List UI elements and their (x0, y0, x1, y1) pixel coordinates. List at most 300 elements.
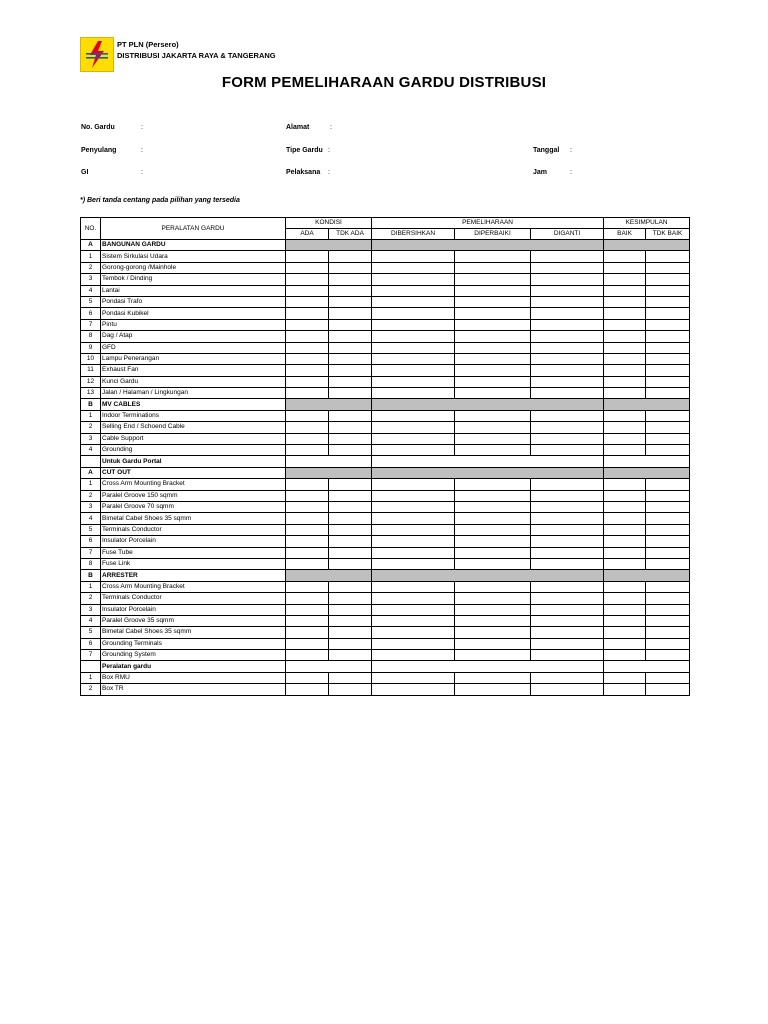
dibersihkan-cell[interactable] (372, 684, 455, 695)
pemeliharaan-cell[interactable] (372, 399, 604, 410)
ada-cell[interactable] (286, 433, 329, 444)
company-line-2: DISTRIBUSI JAKARTA RAYA & TANGERANG (117, 51, 276, 60)
diganti-cell[interactable] (531, 490, 604, 501)
row-label: Pondasi Kubikel (101, 308, 286, 319)
kondisi-cell[interactable] (286, 240, 372, 251)
tdk-baik-cell[interactable] (646, 342, 690, 353)
tdk-baik-cell[interactable] (646, 604, 690, 615)
diperbaiki-cell[interactable] (455, 296, 531, 307)
tdk-baik-cell[interactable] (646, 536, 690, 547)
diganti-cell[interactable] (531, 593, 604, 604)
baik-cell[interactable] (604, 524, 646, 535)
diperbaiki-cell[interactable] (455, 433, 531, 444)
ada-cell[interactable] (286, 319, 329, 330)
diperbaiki-cell[interactable] (455, 274, 531, 285)
baik-cell[interactable] (604, 365, 646, 376)
ada-cell[interactable] (286, 422, 329, 433)
dibersihkan-cell[interactable] (372, 547, 455, 558)
tdk-ada-cell[interactable] (329, 353, 372, 364)
diganti-cell[interactable] (531, 376, 604, 387)
tdk-baik-cell[interactable] (646, 593, 690, 604)
dibersihkan-cell[interactable] (372, 490, 455, 501)
diganti-cell[interactable] (531, 547, 604, 558)
baik-cell[interactable] (604, 376, 646, 387)
dibersihkan-cell[interactable] (372, 615, 455, 626)
pemeliharaan-cell[interactable] (372, 661, 604, 672)
diganti-cell[interactable] (531, 262, 604, 273)
dibersihkan-cell[interactable] (372, 445, 455, 456)
baik-cell[interactable] (604, 296, 646, 307)
tdk-baik-cell[interactable] (646, 638, 690, 649)
diperbaiki-cell[interactable] (455, 308, 531, 319)
ada-cell[interactable] (286, 262, 329, 273)
kesimpulan-cell[interactable] (604, 570, 690, 581)
baik-cell[interactable] (604, 684, 646, 695)
tdk-baik-cell[interactable] (646, 262, 690, 273)
ada-cell[interactable] (286, 524, 329, 535)
ada-cell[interactable] (286, 627, 329, 638)
baik-cell[interactable] (604, 422, 646, 433)
diganti-cell[interactable] (531, 365, 604, 376)
diperbaiki-cell[interactable] (455, 524, 531, 535)
baik-cell[interactable] (604, 615, 646, 626)
diperbaiki-cell[interactable] (455, 593, 531, 604)
dibersihkan-cell[interactable] (372, 353, 455, 364)
diganti-cell[interactable] (531, 319, 604, 330)
dibersihkan-cell[interactable] (372, 501, 455, 512)
diganti-cell[interactable] (531, 615, 604, 626)
tdk-baik-cell[interactable] (646, 274, 690, 285)
baik-cell[interactable] (604, 501, 646, 512)
tdk-baik-cell[interactable] (646, 388, 690, 399)
diganti-cell[interactable] (531, 627, 604, 638)
baik-cell[interactable] (604, 513, 646, 524)
tdk-ada-cell[interactable] (329, 296, 372, 307)
diperbaiki-cell[interactable] (455, 422, 531, 433)
field-label: Penyulang (81, 147, 117, 154)
diganti-cell[interactable] (531, 524, 604, 535)
dibersihkan-cell[interactable] (372, 593, 455, 604)
kondisi-cell[interactable] (286, 467, 372, 478)
baik-cell[interactable] (604, 638, 646, 649)
pemeliharaan-cell[interactable] (372, 456, 604, 467)
ada-cell[interactable] (286, 410, 329, 421)
dibersihkan-cell[interactable] (372, 376, 455, 387)
dibersihkan-cell[interactable] (372, 410, 455, 421)
diganti-cell[interactable] (531, 353, 604, 364)
kondisi-cell[interactable] (286, 456, 372, 467)
tdk-ada-cell[interactable] (329, 285, 372, 296)
diganti-cell[interactable] (531, 331, 604, 342)
tdk-ada-cell[interactable] (329, 672, 372, 683)
diperbaiki-cell[interactable] (455, 331, 531, 342)
tdk-baik-cell[interactable] (646, 376, 690, 387)
tdk-ada-cell[interactable] (329, 308, 372, 319)
diganti-cell[interactable] (531, 638, 604, 649)
row-label: Indoor Terminations (101, 410, 286, 421)
dibersihkan-cell[interactable] (372, 365, 455, 376)
diganti-cell[interactable] (531, 410, 604, 421)
diperbaiki-cell[interactable] (455, 285, 531, 296)
ada-cell[interactable] (286, 274, 329, 285)
ada-cell[interactable] (286, 445, 329, 456)
tdk-baik-cell[interactable] (646, 479, 690, 490)
dibersihkan-cell[interactable] (372, 536, 455, 547)
field-no-gardu: No. Gardu : (81, 124, 143, 131)
ada-cell[interactable] (286, 285, 329, 296)
tdk-baik-cell[interactable] (646, 308, 690, 319)
kesimpulan-cell[interactable] (604, 456, 690, 467)
table-row (81, 593, 690, 604)
tdk-baik-cell[interactable] (646, 650, 690, 661)
table-row (81, 672, 690, 683)
dibersihkan-cell[interactable] (372, 604, 455, 615)
diganti-cell[interactable] (531, 684, 604, 695)
row-label: Jalan / Halaman / Lingkungan (101, 388, 286, 399)
dibersihkan-cell[interactable] (372, 524, 455, 535)
dibersihkan-cell[interactable] (372, 308, 455, 319)
dibersihkan-cell[interactable] (372, 433, 455, 444)
tdk-ada-cell[interactable] (329, 524, 372, 535)
diganti-cell[interactable] (531, 274, 604, 285)
tdk-baik-cell[interactable] (646, 524, 690, 535)
dibersihkan-cell[interactable] (372, 422, 455, 433)
tdk-ada-cell[interactable] (329, 627, 372, 638)
tdk-ada-cell[interactable] (329, 251, 372, 262)
row-label: Insulator Porcelain (101, 604, 286, 615)
pemeliharaan-cell[interactable] (372, 467, 604, 478)
table-row (81, 365, 690, 376)
field-pelaksana: Pelaksana : (286, 169, 330, 176)
tdk-ada-cell[interactable] (329, 479, 372, 490)
baik-cell[interactable] (604, 490, 646, 501)
diperbaiki-cell[interactable] (455, 388, 531, 399)
kesimpulan-cell[interactable] (604, 399, 690, 410)
diganti-cell[interactable] (531, 536, 604, 547)
tdk-ada-cell[interactable] (329, 547, 372, 558)
diganti-cell[interactable] (531, 388, 604, 399)
tdk-ada-cell[interactable] (329, 501, 372, 512)
dibersihkan-cell[interactable] (372, 285, 455, 296)
table-row (81, 513, 690, 524)
row-number: 2 (81, 593, 101, 604)
diperbaiki-cell[interactable] (455, 251, 531, 262)
diperbaiki-cell[interactable] (455, 513, 531, 524)
tdk-baik-cell[interactable] (646, 285, 690, 296)
ada-cell[interactable] (286, 672, 329, 683)
tdk-ada-cell[interactable] (329, 650, 372, 661)
diganti-cell[interactable] (531, 251, 604, 262)
field-label: Alamat (286, 124, 310, 131)
pemeliharaan-cell[interactable] (372, 570, 604, 581)
baik-cell[interactable] (604, 342, 646, 353)
section-row (81, 570, 690, 581)
ada-cell[interactable] (286, 490, 329, 501)
diperbaiki-cell[interactable] (455, 501, 531, 512)
baik-cell[interactable] (604, 433, 646, 444)
baik-cell[interactable] (604, 353, 646, 364)
diganti-cell[interactable] (531, 501, 604, 512)
diperbaiki-cell[interactable] (455, 581, 531, 592)
diganti-cell[interactable] (531, 445, 604, 456)
dibersihkan-cell[interactable] (372, 672, 455, 683)
row-number: 2 (81, 684, 101, 695)
tdk-baik-cell[interactable] (646, 615, 690, 626)
tdk-ada-cell[interactable] (329, 331, 372, 342)
tdk-ada-cell[interactable] (329, 536, 372, 547)
tdk-baik-cell[interactable] (646, 433, 690, 444)
diperbaiki-cell[interactable] (455, 319, 531, 330)
diperbaiki-cell[interactable] (455, 627, 531, 638)
dibersihkan-cell[interactable] (372, 331, 455, 342)
ada-cell[interactable] (286, 536, 329, 547)
row-number: 1 (81, 410, 101, 421)
baik-cell[interactable] (604, 274, 646, 285)
diganti-cell[interactable] (531, 558, 604, 569)
kesimpulan-cell[interactable] (604, 240, 690, 251)
table-body (81, 240, 690, 696)
ada-cell[interactable] (286, 501, 329, 512)
tdk-ada-cell[interactable] (329, 513, 372, 524)
ada-cell[interactable] (286, 331, 329, 342)
ada-cell[interactable] (286, 479, 329, 490)
baik-cell[interactable] (604, 536, 646, 547)
ada-cell[interactable] (286, 638, 329, 649)
baik-cell[interactable] (604, 445, 646, 456)
tdk-baik-cell[interactable] (646, 558, 690, 569)
ada-cell[interactable] (286, 342, 329, 353)
tdk-ada-cell[interactable] (329, 558, 372, 569)
baik-cell[interactable] (604, 558, 646, 569)
ada-cell[interactable] (286, 604, 329, 615)
baik-cell[interactable] (604, 581, 646, 592)
kondisi-cell[interactable] (286, 570, 372, 581)
field-penyulang: Penyulang : (81, 147, 143, 154)
dibersihkan-cell[interactable] (372, 342, 455, 353)
kesimpulan-cell[interactable] (604, 661, 690, 672)
dibersihkan-cell[interactable] (372, 251, 455, 262)
header-kesimpulan: KESIMPULAN (604, 218, 690, 229)
diperbaiki-cell[interactable] (455, 353, 531, 364)
ada-cell[interactable] (286, 547, 329, 558)
tdk-ada-cell[interactable] (329, 615, 372, 626)
dibersihkan-cell[interactable] (372, 388, 455, 399)
diperbaiki-cell[interactable] (455, 615, 531, 626)
dibersihkan-cell[interactable] (372, 638, 455, 649)
diganti-cell[interactable] (531, 672, 604, 683)
tdk-baik-cell[interactable] (646, 365, 690, 376)
ada-cell[interactable] (286, 615, 329, 626)
table-row (81, 422, 690, 433)
diperbaiki-cell[interactable] (455, 342, 531, 353)
ada-cell[interactable] (286, 558, 329, 569)
tdk-baik-cell[interactable] (646, 490, 690, 501)
tdk-baik-cell[interactable] (646, 513, 690, 524)
tdk-baik-cell[interactable] (646, 672, 690, 683)
row-number: 6 (81, 638, 101, 649)
tdk-baik-cell[interactable] (646, 319, 690, 330)
tdk-baik-cell[interactable] (646, 331, 690, 342)
company-line-1: PT PLN (Persero) (117, 40, 179, 49)
row-number: 1 (81, 479, 101, 490)
dibersihkan-cell[interactable] (372, 262, 455, 273)
dibersihkan-cell[interactable] (372, 479, 455, 490)
row-label: Terminals Conductor (101, 524, 286, 535)
dibersihkan-cell[interactable] (372, 650, 455, 661)
baik-cell[interactable] (604, 547, 646, 558)
tdk-baik-cell[interactable] (646, 627, 690, 638)
kesimpulan-cell[interactable] (604, 467, 690, 478)
diganti-cell[interactable] (531, 650, 604, 661)
ada-cell[interactable] (286, 308, 329, 319)
diganti-cell[interactable] (531, 342, 604, 353)
dibersihkan-cell[interactable] (372, 296, 455, 307)
baik-cell[interactable] (604, 251, 646, 262)
diganti-cell[interactable] (531, 433, 604, 444)
table-row (81, 684, 690, 695)
diperbaiki-cell[interactable] (455, 536, 531, 547)
row-label: Box RMU (101, 672, 286, 683)
tdk-baik-cell[interactable] (646, 296, 690, 307)
baik-cell[interactable] (604, 593, 646, 604)
diganti-cell[interactable] (531, 513, 604, 524)
ada-cell[interactable] (286, 376, 329, 387)
row-label: Selling End / Schoend Cable (101, 422, 286, 433)
tdk-ada-cell[interactable] (329, 593, 372, 604)
row-number: 6 (81, 308, 101, 319)
ada-cell[interactable] (286, 593, 329, 604)
diperbaiki-cell[interactable] (455, 558, 531, 569)
dibersihkan-cell[interactable] (372, 558, 455, 569)
tdk-baik-cell[interactable] (646, 684, 690, 695)
tdk-baik-cell[interactable] (646, 501, 690, 512)
baik-cell[interactable] (604, 331, 646, 342)
dibersihkan-cell[interactable] (372, 319, 455, 330)
tdk-ada-cell[interactable] (329, 445, 372, 456)
diganti-cell[interactable] (531, 296, 604, 307)
row-number: 4 (81, 615, 101, 626)
diperbaiki-cell[interactable] (455, 547, 531, 558)
row-label: Dag / Atap (101, 331, 286, 342)
baik-cell[interactable] (604, 627, 646, 638)
tdk-ada-cell[interactable] (329, 638, 372, 649)
tdk-baik-cell[interactable] (646, 353, 690, 364)
tdk-ada-cell[interactable] (329, 262, 372, 273)
baik-cell[interactable] (604, 650, 646, 661)
diganti-cell[interactable] (531, 308, 604, 319)
diperbaiki-cell[interactable] (455, 410, 531, 421)
baik-cell[interactable] (604, 285, 646, 296)
ada-cell[interactable] (286, 353, 329, 364)
row-number: 4 (81, 513, 101, 524)
ada-cell[interactable] (286, 365, 329, 376)
tdk-ada-cell[interactable] (329, 388, 372, 399)
baik-cell[interactable] (604, 479, 646, 490)
dibersihkan-cell[interactable] (372, 274, 455, 285)
diperbaiki-cell[interactable] (455, 479, 531, 490)
diperbaiki-cell[interactable] (455, 672, 531, 683)
row-label: BANGUNAN GARDU (101, 240, 286, 251)
ada-cell[interactable] (286, 296, 329, 307)
pemeliharaan-cell[interactable] (372, 240, 604, 251)
baik-cell[interactable] (604, 672, 646, 683)
header-kondisi: KONDISI (286, 218, 372, 229)
diperbaiki-cell[interactable] (455, 684, 531, 695)
baik-cell[interactable] (604, 308, 646, 319)
tdk-ada-cell[interactable] (329, 342, 372, 353)
tdk-ada-cell[interactable] (329, 319, 372, 330)
table-row (81, 558, 690, 569)
diganti-cell[interactable] (531, 581, 604, 592)
header-pemeliharaan: PEMELIHARAAN (372, 218, 604, 229)
diperbaiki-cell[interactable] (455, 262, 531, 273)
header-diganti: DIGANTI (531, 229, 604, 240)
table-row (81, 615, 690, 626)
tdk-ada-cell[interactable] (329, 274, 372, 285)
row-number: A (81, 240, 101, 251)
ada-cell[interactable] (286, 650, 329, 661)
dibersihkan-cell[interactable] (372, 581, 455, 592)
tdk-ada-cell[interactable] (329, 490, 372, 501)
tdk-ada-cell[interactable] (329, 422, 372, 433)
tdk-baik-cell[interactable] (646, 547, 690, 558)
row-label: Terminals Conductor (101, 593, 286, 604)
diganti-cell[interactable] (531, 479, 604, 490)
baik-cell[interactable] (604, 604, 646, 615)
field-jam: Jam : (533, 169, 572, 176)
diperbaiki-cell[interactable] (455, 445, 531, 456)
diganti-cell[interactable] (531, 604, 604, 615)
baik-cell[interactable] (604, 319, 646, 330)
row-label: Cross Arm Mounting Bracket (101, 581, 286, 592)
diganti-cell[interactable] (531, 422, 604, 433)
ada-cell[interactable] (286, 513, 329, 524)
table-row (81, 536, 690, 547)
diperbaiki-cell[interactable] (455, 490, 531, 501)
tdk-baik-cell[interactable] (646, 422, 690, 433)
tdk-ada-cell[interactable] (329, 604, 372, 615)
tdk-baik-cell[interactable] (646, 581, 690, 592)
diperbaiki-cell[interactable] (455, 365, 531, 376)
diperbaiki-cell[interactable] (455, 650, 531, 661)
tdk-ada-cell[interactable] (329, 376, 372, 387)
tdk-baik-cell[interactable] (646, 445, 690, 456)
tdk-ada-cell[interactable] (329, 581, 372, 592)
diperbaiki-cell[interactable] (455, 376, 531, 387)
baik-cell[interactable] (604, 388, 646, 399)
ada-cell[interactable] (286, 581, 329, 592)
ada-cell[interactable] (286, 251, 329, 262)
ada-cell[interactable] (286, 684, 329, 695)
tdk-ada-cell[interactable] (329, 433, 372, 444)
diperbaiki-cell[interactable] (455, 604, 531, 615)
baik-cell[interactable] (604, 410, 646, 421)
diganti-cell[interactable] (531, 285, 604, 296)
ada-cell[interactable] (286, 388, 329, 399)
tdk-ada-cell[interactable] (329, 684, 372, 695)
table-row (81, 353, 690, 364)
dibersihkan-cell[interactable] (372, 513, 455, 524)
tdk-ada-cell[interactable] (329, 365, 372, 376)
tdk-baik-cell[interactable] (646, 410, 690, 421)
diperbaiki-cell[interactable] (455, 638, 531, 649)
tdk-baik-cell[interactable] (646, 251, 690, 262)
kondisi-cell[interactable] (286, 661, 372, 672)
kondisi-cell[interactable] (286, 399, 372, 410)
tdk-ada-cell[interactable] (329, 410, 372, 421)
dibersihkan-cell[interactable] (372, 627, 455, 638)
baik-cell[interactable] (604, 262, 646, 273)
